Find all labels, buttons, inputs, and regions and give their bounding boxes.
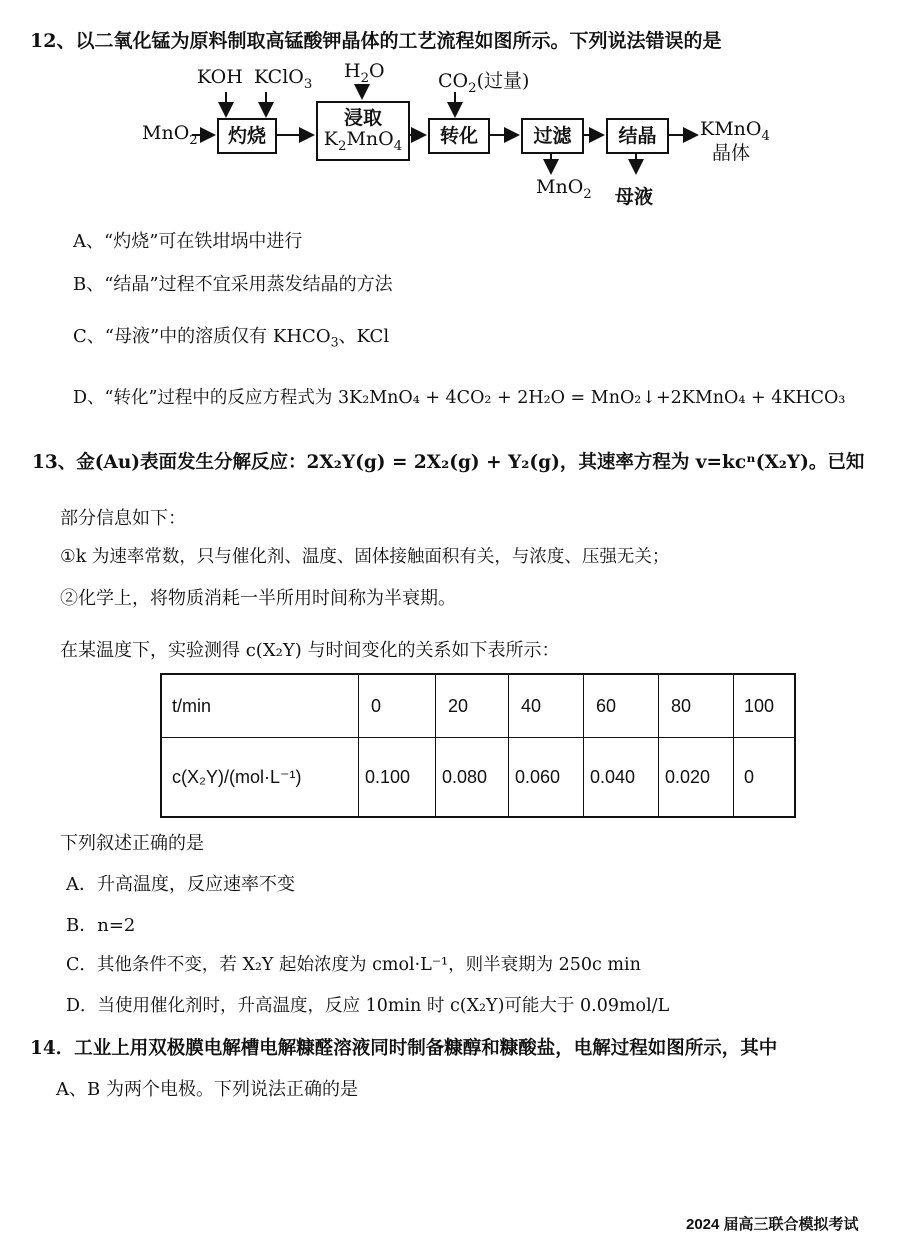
table-cell-concentration: 0.060 [509, 738, 584, 818]
flowchart-arrows [0, 0, 900, 230]
table-cell-concentration: 0 [734, 738, 796, 818]
concentration-time-table [160, 673, 796, 818]
q13-option-a: A．升高温度，反应速率不变 [66, 874, 295, 895]
table-header-time: t/min [161, 674, 359, 738]
table-cell-time: 80 [659, 674, 734, 738]
flow-product-kmno4: KMnO$_4$ 晶体 [700, 118, 770, 164]
flow-step-crystallize: 结晶 [606, 118, 669, 154]
q13-option-c: C．其他条件不变，若 X₂Y 起始浓度为 cmol·L⁻¹，则半衰期为 250c min [66, 955, 641, 975]
flow-step-calcine: 灼烧 [217, 118, 277, 154]
q12-option-c: C、“母液”中的溶质仅有 $KHCO_3$、KCl [73, 326, 390, 350]
table-cell-concentration: 0.040 [584, 738, 659, 818]
question-13-stem-line2: 部分信息如下： [60, 508, 186, 529]
question-14-stem-line2: A、B 为两个电极。下列说法正确的是 [56, 1079, 358, 1100]
flow-step-filter: 过滤 [521, 118, 584, 154]
flow-reagent-koh: KOH [197, 66, 243, 88]
question-13-stem-line1: 13、金(Au)表面发生分解反应：2X₂Y(g) = 2X₂(g) + Y₂(g)，其速率方程为 v=kcⁿ(X₂Y)。已知 [32, 452, 865, 473]
flow-input-mno2: MnO$_2$ [142, 122, 198, 148]
exam-footer: 2024 届高三联合模拟考试 [686, 1216, 859, 1233]
table-row-time [161, 674, 795, 738]
flow-reagent-water: $H_2O$ [344, 60, 385, 86]
question-12-stem: 12、以二氧化锰为原料制取高锰酸钾晶体的工艺流程如图所示。下列说法错误的是 [30, 30, 722, 52]
q12-option-a: A、“灼烧”可在铁坩埚中进行 [73, 231, 303, 252]
flow-step-convert: 转化 [428, 118, 490, 154]
table-header-concentration: c(X₂Y)/(mol·L⁻¹) [161, 738, 359, 818]
flow-step-leach: 浸取 $K_2MnO_4$ [316, 101, 410, 161]
flow-byproduct-mno2: MnO$_2$ [536, 176, 592, 202]
table-cell-concentration: 0.100 [359, 738, 436, 818]
table-cell-time: 20 [436, 674, 509, 738]
table-cell-concentration: 0.080 [436, 738, 509, 818]
q12-option-d: D、“转化”过程中的反应方程式为 3K₂MnO₄ + 4CO₂ + 2H₂O = MnO₂↓+2KMnO₄ + 4KHCO₃ [73, 388, 846, 408]
table-cell-time: 100 [734, 674, 796, 738]
table-cell-time: 0 [359, 674, 436, 738]
q13-option-b: B．n=2 [66, 915, 136, 936]
table-cell-time: 40 [509, 674, 584, 738]
table-cell-time: 60 [584, 674, 659, 738]
flow-reagent-kclo3: KClO$_3$ [254, 66, 313, 92]
question-13-prompt: 下列叙述正确的是 [60, 833, 204, 854]
question-13-table-intro: 在某温度下，实验测得 c(X₂Y) 与时间变化的关系如下表所示： [60, 640, 560, 661]
table-cell-concentration: 0.020 [659, 738, 734, 818]
table-row-concentration [161, 738, 795, 818]
flow-reagent-co2: $CO_2$(过量) [438, 70, 530, 96]
q12-option-b: B、“结晶”过程不宜采用蒸发结晶的方法 [73, 274, 393, 295]
question-13-info-1: ①k 为速率常数，只与催化剂、温度、固体接触面积有关，与浓度、压强无关； [60, 547, 670, 567]
question-14-stem-line1: 14．工业上用双极膜电解槽电解糠醛溶液同时制备糠醇和糠酸盐，电解过程如图所示，其中 [30, 1038, 778, 1059]
question-13-info-2: ②化学上，将物质消耗一半所用时间称为半衰期。 [60, 588, 456, 609]
q13-option-d: D．当使用催化剂时，升高温度，反应 10min 时 c(X₂Y)可能大于 0.09mol/L [66, 996, 670, 1016]
flow-byproduct-mother-liquor: 母液 [615, 186, 654, 208]
